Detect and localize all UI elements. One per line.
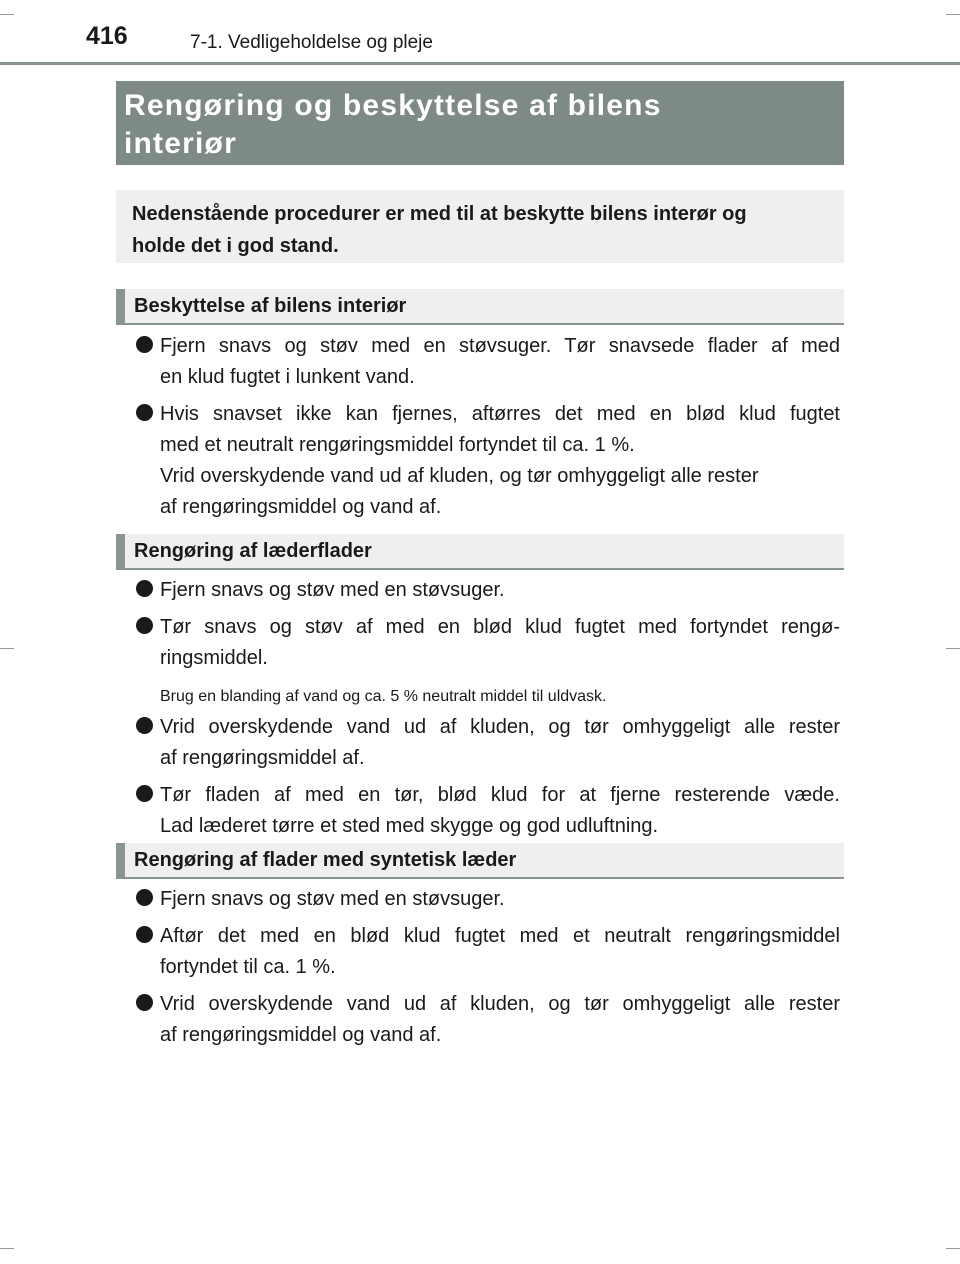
page-number: 416 xyxy=(86,22,128,50)
bullet-list xyxy=(0,575,960,848)
page-title-line: Rengøring og beskyttelse af bilens xyxy=(124,89,662,122)
bullet-icon xyxy=(136,404,153,421)
crop-mark xyxy=(946,1248,960,1249)
intro-line: Nedenstående procedurer er med til at beskytte bilens interør og xyxy=(132,203,747,225)
list-item-line: ringsmiddel. xyxy=(160,647,268,669)
note-text: Brug en blanding af vand og ca. 5 % neutralt middel til uldvask. xyxy=(160,688,607,705)
list-item xyxy=(0,780,960,842)
bullet-list xyxy=(0,884,960,1057)
page-header xyxy=(0,0,960,70)
list-item-line: Fjern snavs og støv med en støvsuger. xyxy=(160,888,505,910)
list-item-line: Fjern snavs og støv med en støvsuger. Tør snavsede flader af med xyxy=(160,335,840,357)
list-item xyxy=(0,399,960,523)
intro-line: holde det i god stand. xyxy=(132,235,339,257)
crop-mark xyxy=(0,1248,14,1249)
page-title xyxy=(116,81,844,165)
list-item-line: af rengøringsmiddel og vand af. xyxy=(160,1024,442,1046)
list-item xyxy=(0,989,960,1051)
list-item-line: Vrid overskydende vand ud af kluden, og tør omhyggeligt alle rester xyxy=(160,716,840,738)
intro-box xyxy=(116,190,844,263)
bullet-list xyxy=(0,331,960,529)
subheading-synthetic-leather: Rengøring af flader med syntetisk læder xyxy=(116,843,844,879)
list-item-line: Tør snavs og støv af med en blød klud fugtet med fortyndet rengø- xyxy=(160,616,840,638)
bullet-icon xyxy=(136,785,153,802)
list-item-line: Vrid overskydende vand ud af kluden, og tør omhyggeligt alle rester xyxy=(160,993,840,1015)
subheading-interior-protection: Beskyttelse af bilens interiør xyxy=(116,289,844,325)
subheading-leather: Rengøring af læderflader xyxy=(116,534,844,570)
list-item-line: Hvis snavset ikke kan fjernes, aftørres det med en blød klud fugtet xyxy=(160,403,840,425)
list-item-line: Vrid overskydende vand ud af kluden, og tør omhyggeligt alle rester xyxy=(160,465,759,487)
bullet-icon xyxy=(136,994,153,1011)
list-item xyxy=(0,331,960,393)
bullet-icon xyxy=(136,580,153,597)
section-title: 7-1. Vedligeholdelse og pleje xyxy=(190,32,433,53)
list-item-line: af rengøringsmiddel af. xyxy=(160,747,365,769)
bullet-icon xyxy=(136,926,153,943)
bullet-icon xyxy=(136,617,153,634)
list-item-line: Fjern snavs og støv med en støvsuger. xyxy=(160,579,505,601)
bullet-icon xyxy=(136,717,153,734)
list-item-line: en klud fugtet i lunkent vand. xyxy=(160,366,415,388)
list-item xyxy=(0,575,960,606)
list-item-line: Aftør det med en blød klud fugtet med et neutralt rengøringsmiddel xyxy=(160,925,840,947)
list-item-line: fortyndet til ca. 1 %. xyxy=(160,956,336,978)
bullet-icon xyxy=(136,889,153,906)
page-title-line: interiør xyxy=(124,127,237,160)
list-item-line: Tør fladen af med en tør, blød klud for at fjerne resterende væde. xyxy=(160,784,840,806)
list-item-line: af rengøringsmiddel og vand af. xyxy=(160,496,442,518)
list-item xyxy=(0,612,960,674)
list-item xyxy=(0,712,960,774)
list-item xyxy=(0,921,960,983)
list-item-line: med et neutralt rengøringsmiddel fortyndet til ca. 1 %. xyxy=(160,434,635,456)
list-item xyxy=(0,884,960,915)
list-item-line: Lad læderet tørre et sted med skygge og god udluftning. xyxy=(160,815,659,837)
header-divider xyxy=(0,62,960,65)
bullet-icon xyxy=(136,336,153,353)
